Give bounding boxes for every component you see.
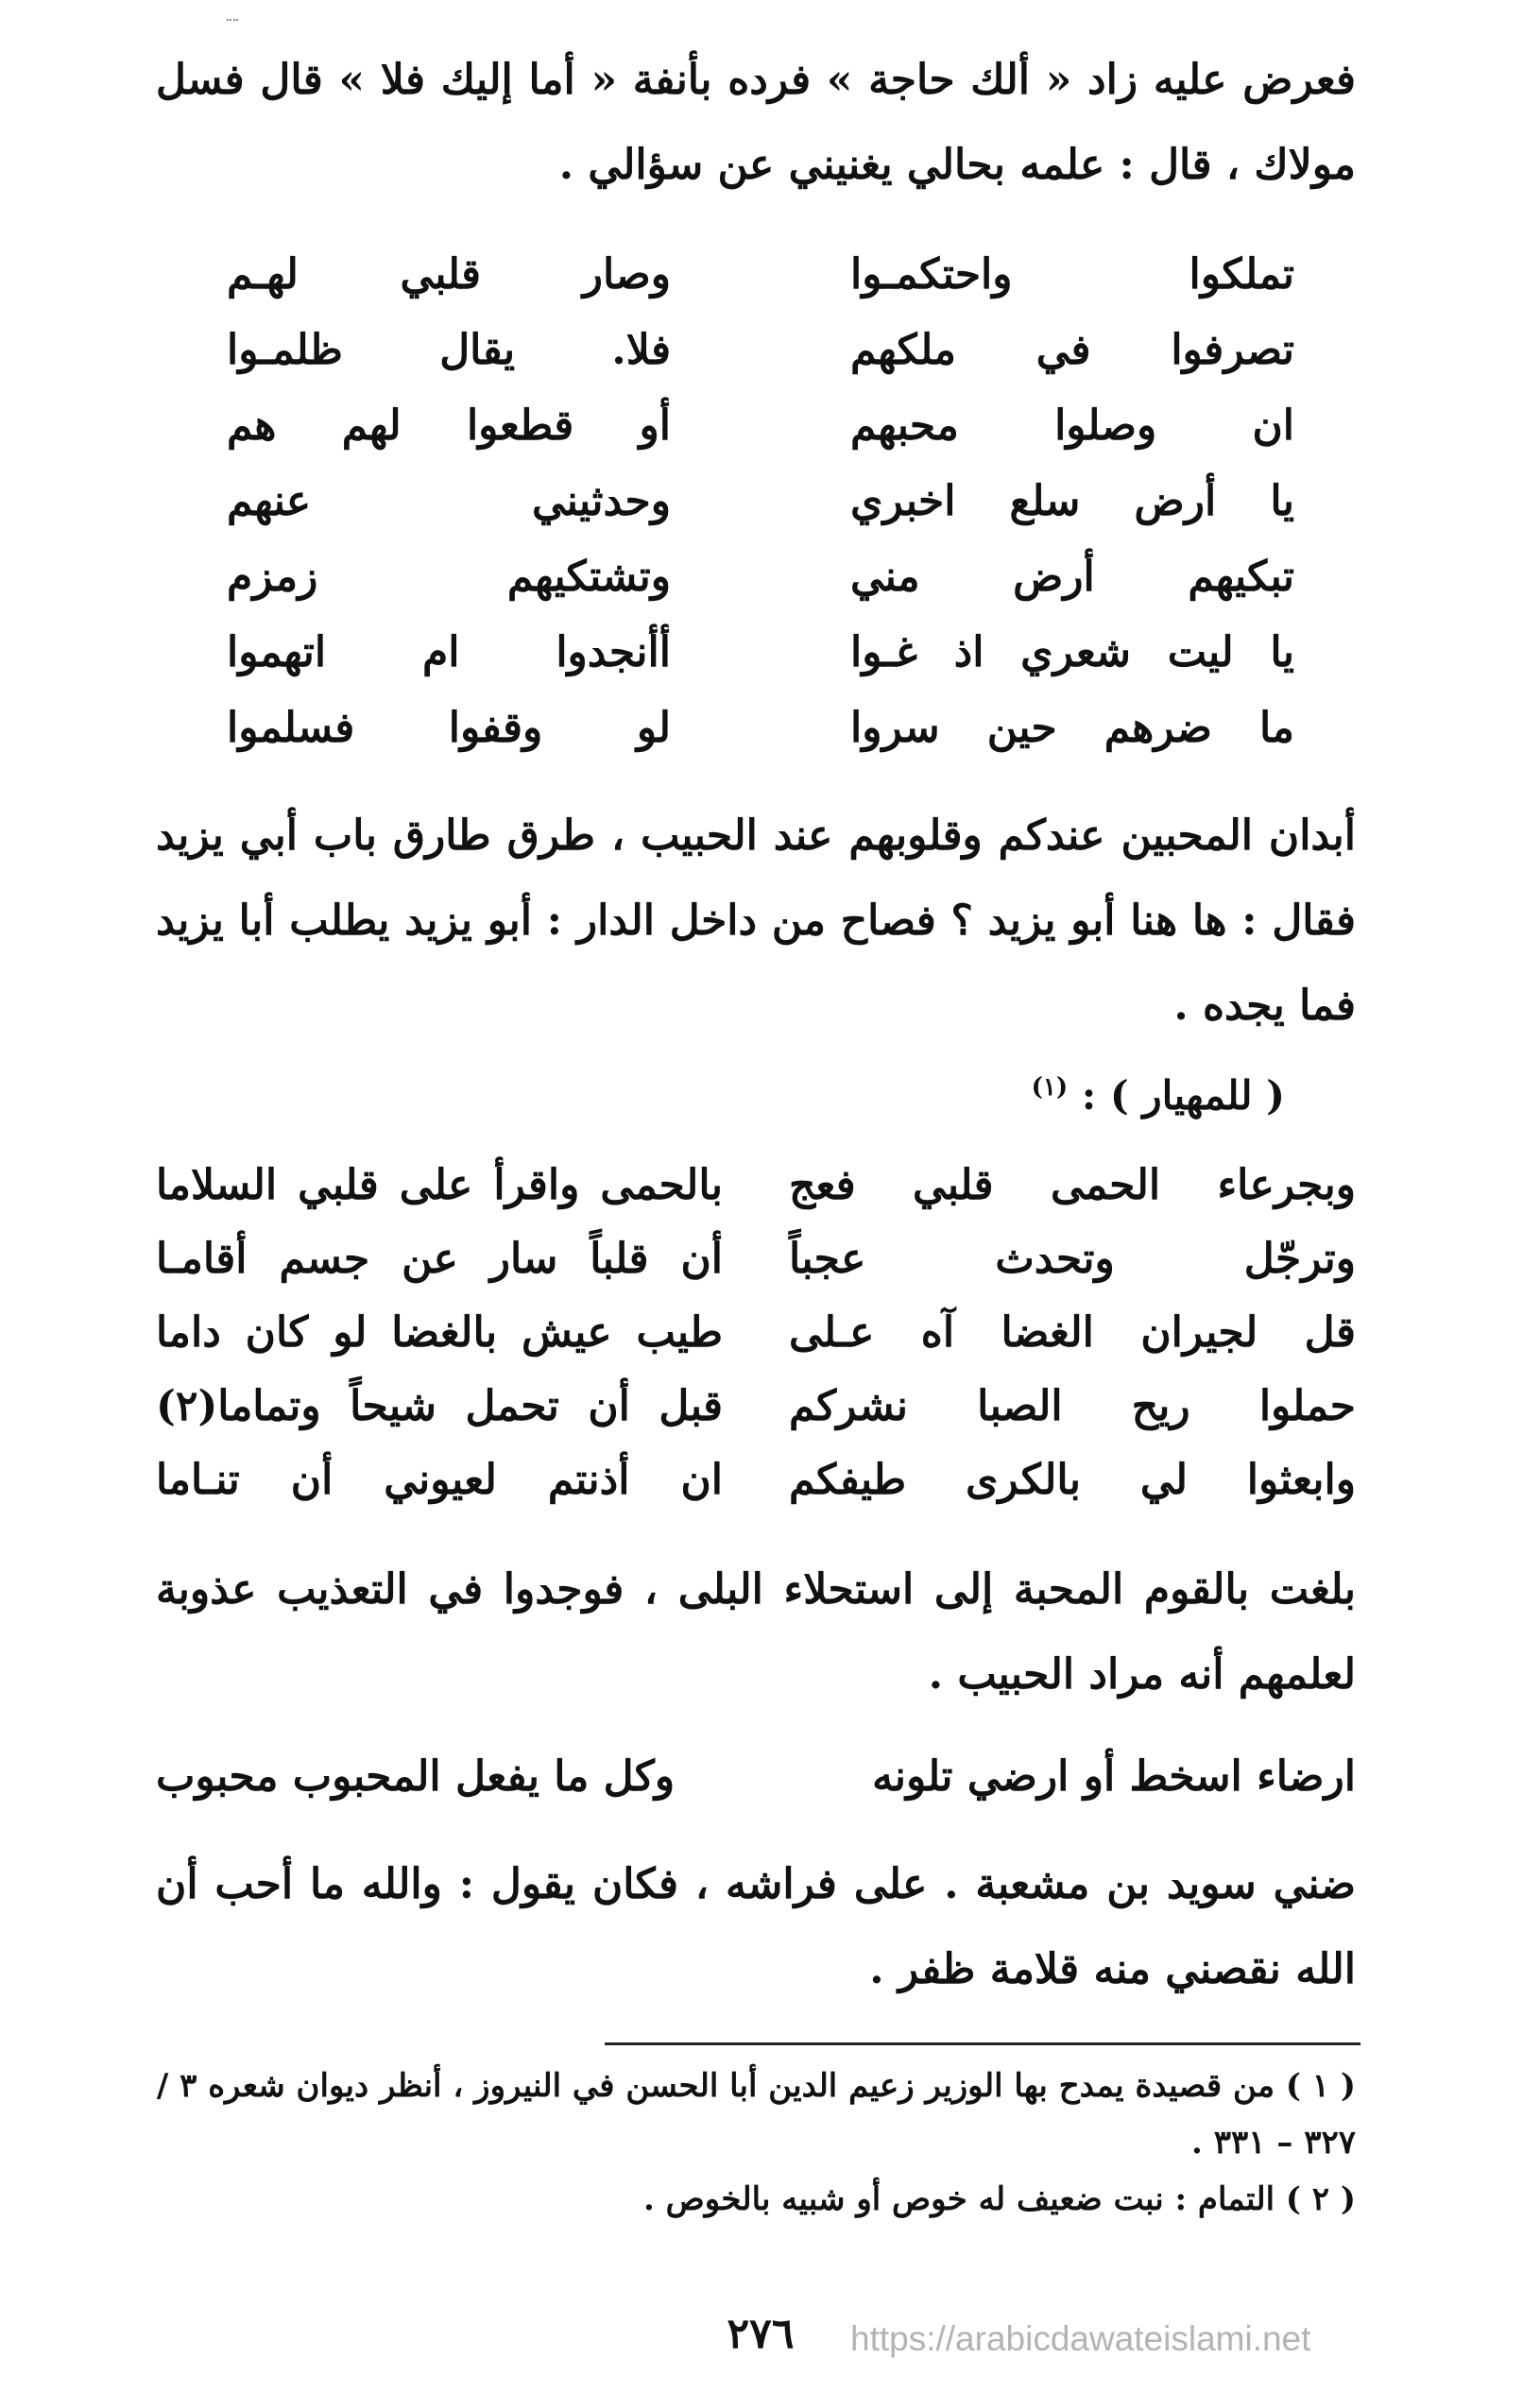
verse-line	[227, 312, 1294, 387]
page-number: ٢٧٦	[727, 2310, 795, 2358]
paragraph-2: أبدان المحبين عندكم وقلوبهم عند الحبيب ، طرق طارق باب أبي يزيد فقال : ها هنا أبو يزيد ؟ فصاح من داخل الدار : أبو يزيد يطلب أبا يزيد فما يجده .	[156, 812, 1356, 1030]
hemistich-first: وبجرعاء الحمى قلبي فعج	[789, 1160, 1356, 1209]
verse-line	[227, 387, 1294, 463]
footnotes	[156, 2058, 1356, 2228]
single-verse	[156, 1752, 1356, 1801]
verse-line	[227, 463, 1294, 538]
hemistich-first: قل لجيران الغضا آه عـلى	[789, 1307, 1356, 1357]
hemistich-second: فلا. يقال ظلمـوا	[227, 325, 671, 374]
footnote-divider	[605, 2042, 1360, 2045]
hemistich-first: ما ضرهم حين سروا	[850, 703, 1294, 752]
hemistich-second: قبل أن تحمل شيحاً وتماما(٢)	[156, 1381, 723, 1430]
hemistich-first: ان وصلوا محبهم	[850, 401, 1294, 450]
poem-2	[156, 1148, 1356, 1516]
verse-line	[156, 1443, 1356, 1516]
scan-mark	[227, 19, 238, 26]
verse-line	[227, 236, 1294, 312]
hemistich-second: أو قطعوا لهم هم	[227, 401, 671, 450]
hemistich-first: حملوا ريح الصبا نشركم	[789, 1381, 1356, 1430]
footnote-1: ( ١ ) من قصيدة يمدح بها الوزير زعيم الدين أبا الحسن في النيروز ، أنظر ديوان شعره ٣ / ٣٢٧ – ٣٣١ .	[156, 2067, 1356, 2161]
hemistich-second: أأنجدوا ام اتهموا	[227, 627, 671, 676]
single-verse-first: ارضاء اسخط أو ارضي تلونه	[872, 1752, 1356, 1801]
watermark-url: https://arabicdawateislami.net	[850, 2319, 1311, 2358]
paragraph-4: ضني سويد بن مشعبة . على فراشه ، فكان يقول : والله ما أحب أن الله نقصني منه قلامة ظفر .	[156, 1860, 1356, 1993]
poem-heading	[945, 1072, 1285, 1119]
verse-line	[156, 1148, 1356, 1222]
paragraph-1: فعرض عليه زاد « ألك حاجة » فرده بأنفة « أما إليك فلا » قال فسل مولاك ، قال : علمه بحالي يغنيني عن سؤالي .	[156, 56, 1356, 189]
hemistich-second: لو وقفوا فسلموا	[227, 703, 671, 752]
single-verse-second: وكل ما يفعل المحبوب محبوب	[156, 1752, 676, 1801]
hemistich-second: طيب عيش بالغضا لو كان داما	[156, 1307, 723, 1357]
verse-line	[156, 1369, 1356, 1443]
verse-line	[227, 690, 1294, 765]
verse-line	[156, 1222, 1356, 1295]
hemistich-first: وابعثوا لي بالكرى طيفكم	[789, 1455, 1356, 1504]
footnote-2: ( ٢ ) التمام : نبت ضعيف له خوص أو شبيه بالخوص .	[642, 2180, 1356, 2218]
verse-line	[156, 1295, 1356, 1369]
verse-line	[227, 538, 1294, 614]
hemistich-second: ان أذنتم لعيوني أن تنـاما	[156, 1455, 723, 1504]
verse-line	[227, 614, 1294, 690]
heading-text: ( للمهيار ) :	[1081, 1072, 1285, 1119]
hemistich-second: وصار قلبي لهـم	[227, 249, 671, 299]
heading-note-ref: (١)	[1031, 1073, 1069, 1102]
hemistich-second: بالحمى واقرأ على قلبي السلاما	[156, 1160, 723, 1209]
hemistich-first: تصرفوا في ملكهم	[850, 325, 1294, 374]
hemistich-first: وترجّل وتحدث عجباً	[789, 1234, 1356, 1283]
hemistich-first: يا أرض سلع اخبري	[850, 476, 1294, 525]
hemistich-first: يا ليت شعري اذ غـوا	[850, 627, 1294, 676]
paragraph-3: بلغت بالقوم المحبة إلى استحلاء البلى ، فوجدوا في التعذيب عذوبة لعلمهم أنه مراد الحبيب .	[156, 1565, 1356, 1699]
hemistich-second: أن قلباً سار عن جسم أقامـا	[156, 1234, 723, 1283]
poem-1	[227, 236, 1294, 765]
hemistich-second: وحدثيني عنهم	[227, 476, 671, 525]
hemistich-first: تملكوا واحتكمـوا	[850, 249, 1294, 299]
hemistich-second: وتشتكيهم زمزم	[227, 552, 671, 601]
hemistich-first: تبكيهم أرض مني	[850, 552, 1294, 601]
